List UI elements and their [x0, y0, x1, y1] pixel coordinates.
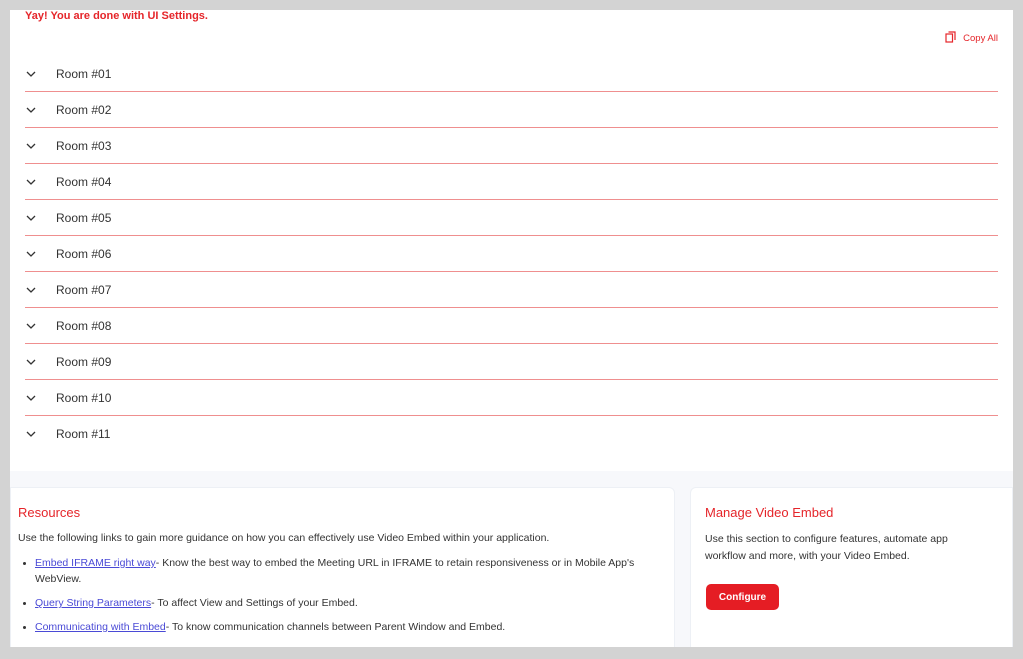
resource-text: - To know communication channels between Parent Window and Embed.	[165, 621, 506, 633]
chevron-down-icon	[26, 102, 42, 118]
room-label: Room #05	[56, 210, 112, 225]
chevron-down-icon	[26, 66, 42, 82]
room-item[interactable]	[25, 236, 998, 272]
room-label: Room #02	[56, 102, 112, 117]
room-label: Room #08	[56, 318, 112, 333]
room-item[interactable]	[25, 92, 998, 128]
list-item	[18, 555, 663, 587]
copy-all-label: Copy All	[963, 33, 998, 44]
room-item[interactable]	[25, 380, 998, 416]
room-item[interactable]	[25, 308, 998, 344]
room-label: Room #09	[56, 354, 112, 369]
chevron-down-icon	[26, 354, 42, 370]
embed-iframe-link[interactable]: Embed IFRAME right way	[35, 557, 156, 569]
room-label: Room #03	[56, 138, 112, 153]
room-label: Room #10	[56, 390, 112, 405]
app-frame	[10, 10, 1013, 647]
room-item[interactable]	[25, 272, 998, 308]
room-label: Room #07	[56, 282, 112, 297]
manage-description: Use this section to configure features, automate app workflow and more, with your Video Embed.	[705, 533, 948, 562]
resource-text: - Know the best way to embed the Meeting URL in IFRAME to retain responsiveness or in Mobile App's WebView.	[35, 557, 635, 585]
query-string-link[interactable]: Query String Parameters	[35, 597, 152, 609]
copy-all-button[interactable]	[945, 31, 998, 46]
copy-icon	[945, 31, 957, 46]
resources-description: Use the following links to gain more guidance on how you can effectively use Video Embed within your application.	[18, 532, 550, 544]
configure-button[interactable]: Configure	[706, 584, 779, 610]
resources-list	[18, 555, 663, 643]
chevron-down-icon	[26, 318, 42, 334]
success-message: Yay! You are done with UI Settings.	[25, 10, 208, 22]
room-item[interactable]	[25, 200, 998, 236]
rooms-card	[10, 10, 1013, 471]
chevron-down-icon	[26, 426, 42, 442]
resource-text: - To affect View and Settings of your Embed.	[151, 597, 358, 609]
communicating-embed-link[interactable]: Communicating with Embed	[35, 621, 166, 633]
room-label: Room #04	[56, 174, 112, 189]
list-item	[18, 595, 663, 611]
manage-embed-card	[690, 487, 1013, 647]
chevron-down-icon	[26, 390, 42, 406]
room-list	[25, 56, 998, 452]
room-item[interactable]	[25, 416, 998, 452]
resources-title: Resources	[18, 505, 81, 520]
room-label: Room #01	[56, 66, 112, 81]
room-item[interactable]	[25, 164, 998, 200]
list-item	[18, 619, 663, 635]
chevron-down-icon	[26, 174, 42, 190]
resources-card	[10, 487, 675, 647]
chevron-down-icon	[26, 210, 42, 226]
room-item[interactable]	[25, 56, 998, 92]
room-item[interactable]	[25, 344, 998, 380]
room-item[interactable]	[25, 128, 998, 164]
room-label: Room #06	[56, 246, 112, 261]
chevron-down-icon	[26, 282, 42, 298]
chevron-down-icon	[26, 138, 42, 154]
room-label: Room #11	[56, 427, 111, 441]
chevron-down-icon	[26, 246, 42, 262]
manage-title: Manage Video Embed	[705, 505, 834, 520]
